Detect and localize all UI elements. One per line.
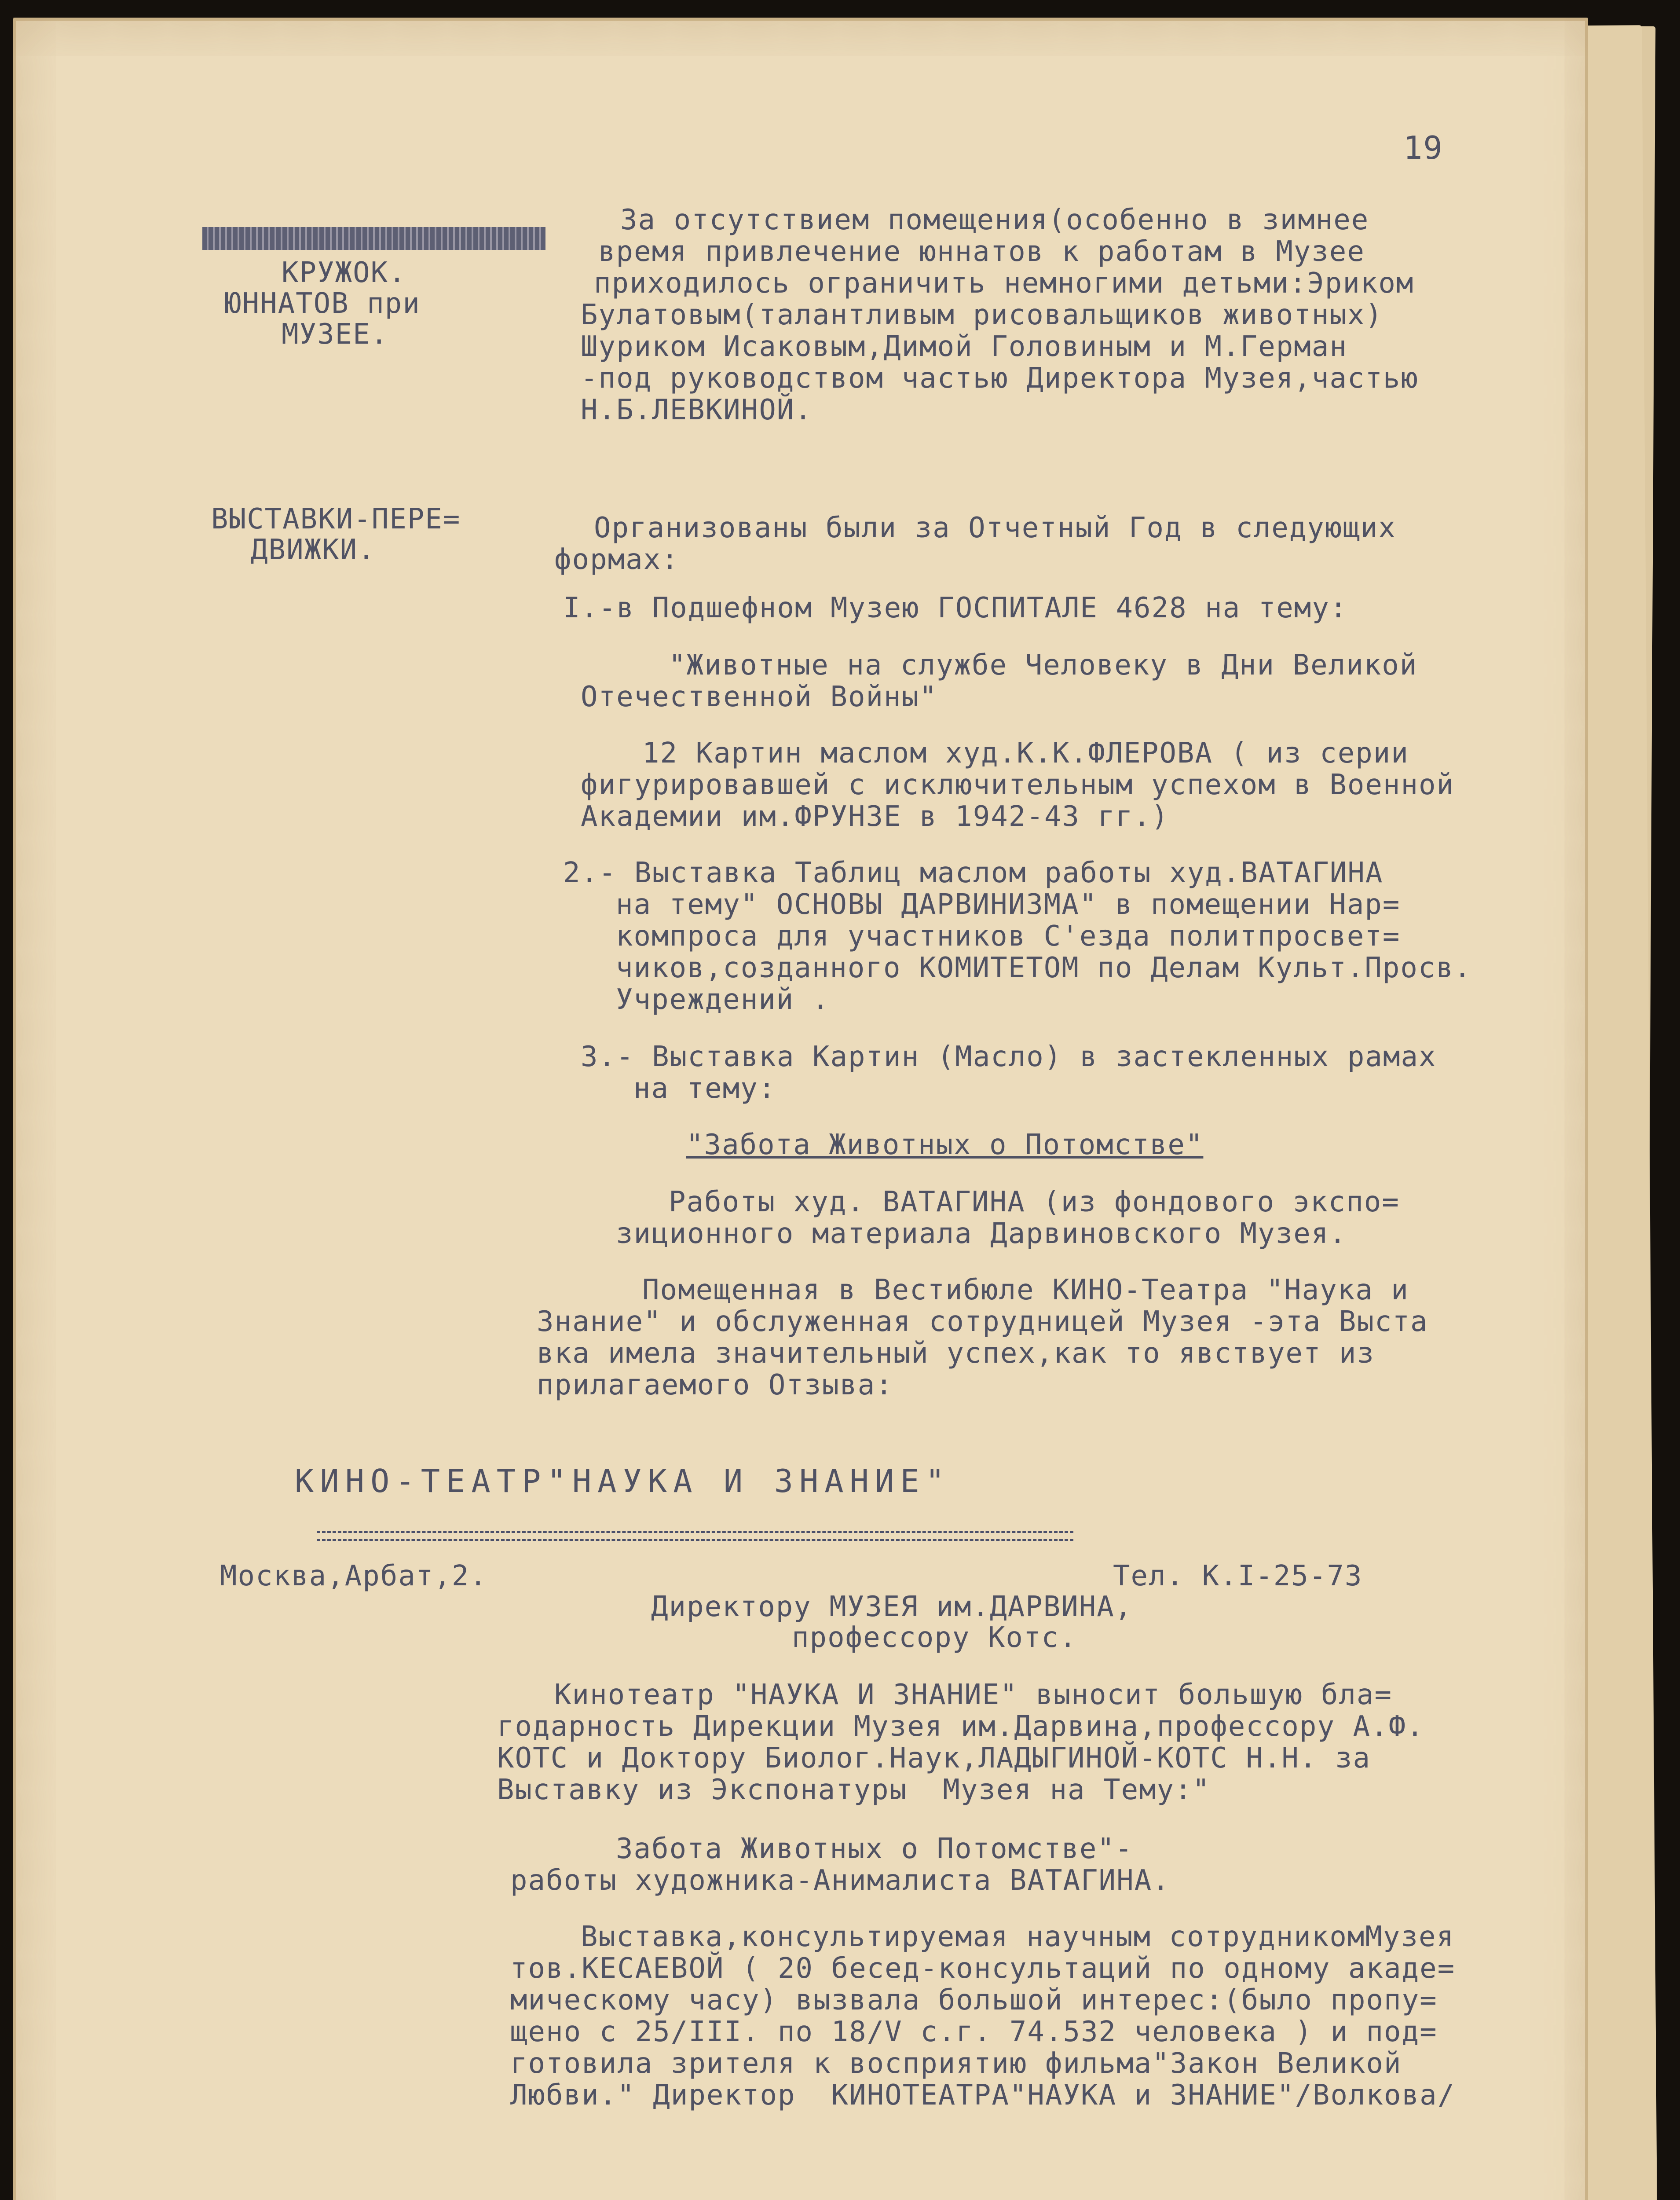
paragraph-line: За отсутствием помещения(особенно в зимнее	[620, 204, 1369, 236]
letter-closing-line: тов.КЕСАЕВОЙ ( 20 бесед-консультаций по одному акаде=	[510, 1952, 1456, 1985]
margin-note-club-line: КРУЖОК.	[282, 257, 406, 289]
letter-closing-line: мическому часу) вызвала большой интерес:(было пропу=	[510, 1984, 1438, 2017]
letter-recipient-line: профессору Котс.	[792, 1621, 1077, 1654]
paragraph-line: формах:	[554, 543, 679, 576]
paragraph-line: Булатовым(талантливым рисовальщиков животных)	[581, 299, 1383, 331]
paragraph-line: вка имела значительный успех,как то явствует из	[537, 1337, 1375, 1370]
letter-recipient-line: Директору МУЗЕЯ им.ДАРВИНА,	[651, 1591, 1133, 1623]
document-page	[13, 18, 1588, 2200]
list-item-line: Учреждений .	[616, 983, 830, 1016]
letter-body-line: Кинотеатр "НАУКА И ЗНАНИЕ" выносит большую бла=	[554, 1679, 1392, 1711]
description-line: зиционного материала Дарвиновского Музея.	[616, 1217, 1347, 1250]
letter-body-line: КОТС и Доктору Биолог.Наук,ЛАДЫГИНОЙ-КОТС Н.Н. за	[497, 1742, 1371, 1775]
paragraph-line: Шуриком Исаковым,Димой Головиным и М.Герман	[581, 330, 1347, 363]
description-line: 12 Картин маслом худ.К.К.ФЛЕРОВА ( из серии	[642, 737, 1409, 770]
letter-phone: Тел. К.I-25-73	[1113, 1560, 1363, 1592]
struck-out-text	[202, 227, 545, 250]
letter-closing-line: щено с 25/III. по 18/V с.г. 74.532 человека ) и под=	[510, 2016, 1438, 2048]
letter-body-line: Выставку из Экспонатуры Музея на Тему:"	[497, 1774, 1211, 1806]
letter-quote-line: Забота Животных о Потомстве"-	[616, 1833, 1133, 1865]
margin-note-club-line: ЮННАТОВ при	[224, 287, 421, 320]
exhibition-title-line: Отечественной Войны"	[581, 681, 937, 713]
paragraph-line: прилагаемого Отзыва:	[537, 1369, 893, 1401]
paragraph-line: Помещенная в Вестибюле КИНО-Театра "Наука и	[642, 1274, 1409, 1306]
paragraph-line: время привлечение юннатов к работам в Музее	[598, 235, 1365, 268]
list-item-line: на тему:	[633, 1072, 776, 1105]
description-line: Работы худ. ВАТАГИНА (из фондового экспо=	[669, 1186, 1400, 1218]
page-number: 19	[1403, 129, 1443, 166]
letter-closing-line: Выставка,консультируемая научным сотрудникомМузея	[581, 1921, 1455, 1953]
description-line: Академии им.ФРУНЗЕ в 1942-43 гг.)	[581, 800, 1169, 833]
list-item-line: чиков,созданного КОМИТЕТОМ по Делам Культ.Просв.	[616, 952, 1472, 984]
paragraph-line: Знание" и обслуженная сотрудницей Музея -эта Выста	[537, 1305, 1428, 1338]
list-item-line: 3.- Выставка Картин (Масло) в застекленных рамах	[581, 1041, 1437, 1073]
list-item-line: компроса для участников С'езда политпросвет=	[616, 920, 1401, 953]
letter-closing-line: готовила зрителя к восприятию фильма"Закон Великой	[510, 2047, 1402, 2080]
description-line: фигурировавшей с исключительным успехом в Военной	[581, 769, 1455, 801]
margin-note-exhibitions-line: ДВИЖКИ.	[251, 534, 376, 566]
letter-closing-line: Любви." Директор КИНОТЕАТРА"НАУКА и ЗНАНИЕ"/Волкова/	[510, 2079, 1456, 2112]
letter-heading: КИНО-ТЕАТР"НАУКА И ЗНАНИЕ"	[295, 1463, 951, 1500]
paragraph-line: Н.Б.ЛЕВКИНОЙ.	[581, 394, 813, 426]
paragraph-line: -под руководством частью Директора Музея,частью	[581, 362, 1419, 395]
letter-address: Москва,Арбат,2.	[220, 1560, 487, 1592]
letter-quote-line: работы художника-Анималиста ВАТАГИНА.	[510, 1864, 1170, 1897]
list-item-line: на тему" ОСНОВЫ ДАРВИНИЗМА" в помещении Нар=	[616, 888, 1401, 921]
heading-double-underline	[317, 1531, 1073, 1541]
exhibition-title-line: "Животные на службе Человеку в Дни Великой	[669, 649, 1418, 682]
letter-body-line: годарность Дирекции Музея им.Дарвина,профессору А.Ф.	[497, 1710, 1424, 1743]
list-item-line: I.-в Подшефном Музею ГОСПИТАЛЕ 4628 на тему:	[563, 592, 1348, 624]
list-item-line: 2.- Выставка Таблиц маслом работы худ.ВАТАГИНА	[563, 857, 1384, 889]
paragraph-line: Организованы были за Отчетный Год в следующих	[594, 512, 1396, 544]
margin-note-exhibitions-line: ВЫСТАВКИ-ПЕРЕ=	[211, 503, 461, 535]
margin-note-club-line: МУЗЕЕ.	[282, 318, 389, 351]
exhibition-title: "Забота Животных о Потомстве"	[686, 1129, 1204, 1161]
paragraph-line: приходилось ограничить немногими детьми:Эриком	[594, 267, 1414, 300]
